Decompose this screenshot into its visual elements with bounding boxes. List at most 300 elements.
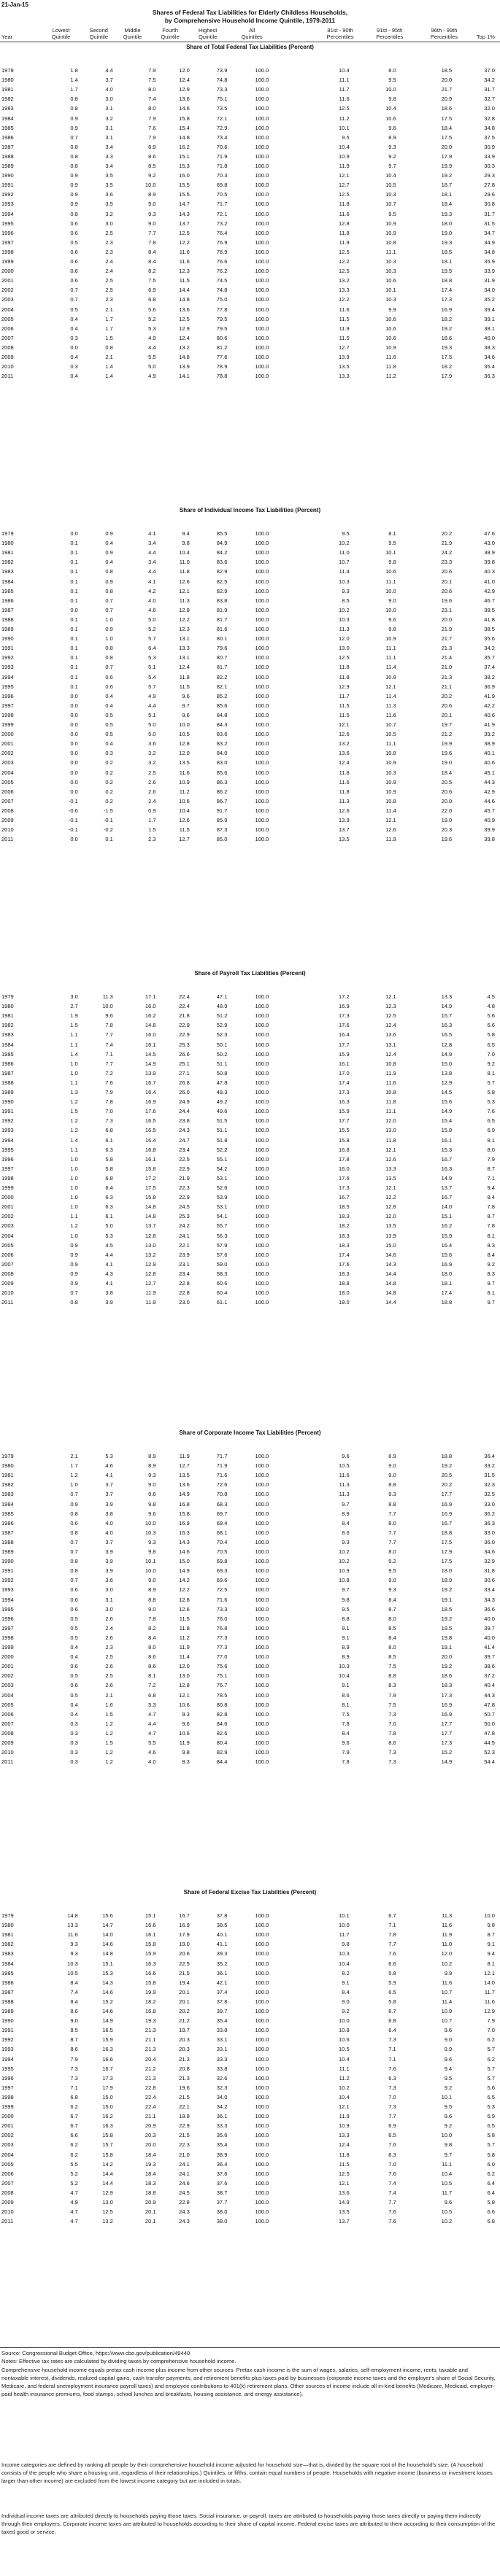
value-cell: 83.6 [216, 731, 228, 738]
value-cell: 12.4 [339, 2141, 350, 2149]
value-cell: 6.6 [70, 2132, 78, 2139]
value-cell: 54.4 [484, 1758, 495, 1766]
value-cell: 8.4 [487, 1251, 495, 1258]
value-cell: 9.7 [487, 1299, 495, 1306]
value-cell: 12.1 [339, 721, 350, 728]
value-cell: 5.1 [148, 664, 156, 671]
value-cell: 0.3 [70, 1749, 78, 1756]
column-header-2-line2: Quintile [89, 34, 108, 40]
value-cell: -0.1 [103, 817, 113, 823]
value-cell: 7.1 [388, 1922, 396, 1929]
value-cell: 36.1 [216, 1969, 228, 1976]
value-cell: 8.1 [487, 1960, 495, 1967]
year-cell: 1983 [1, 568, 14, 575]
value-cell: 6.2 [487, 2055, 495, 2063]
value-cell: 7.8 [148, 238, 156, 246]
value-cell: 21.5 [179, 2093, 190, 2100]
value-cell: 9.6 [342, 1453, 350, 1459]
footnote-paragraph: Individual income taxes are attributed directly to households paying those taxes. Social insurance, or payroll, taxes are attributed to households paying those taxes directly or paying them indirectly through their employers. Corporate income taxes are attributed to households according to their share of capital income. Federal excise taxes are attributed to them according to their consumption of the taxed good or service. [1, 2513, 496, 2535]
value-cell: 7.9 [148, 115, 156, 122]
value-cell: 40.3 [484, 568, 495, 575]
value-cell: 2.6 [105, 1682, 113, 1689]
table-row [0, 2064, 500, 2073]
value-cell: 9.6 [182, 711, 190, 718]
value-cell: 100.0 [255, 1672, 269, 1680]
year-cell: 1981 [1, 1931, 14, 1939]
value-cell: 79.6 [216, 645, 228, 652]
value-cell: 18.7 [441, 182, 453, 189]
value-cell: 13.9 [339, 817, 350, 823]
value-cell: 4.9 [148, 373, 156, 380]
table-row [0, 1116, 500, 1125]
value-cell: 10.8 [339, 1577, 350, 1584]
value-cell: 5.5 [70, 2160, 78, 2168]
value-cell: 0.8 [105, 587, 113, 594]
value-cell: 21.4 [441, 654, 453, 662]
value-cell: 34.2 [216, 2103, 228, 2110]
value-cell: 0.6 [70, 220, 78, 227]
value-cell: 22.9 [179, 1031, 190, 1039]
value-cell: 16.2 [145, 1012, 156, 1020]
value-cell: 16.7 [102, 2065, 113, 2072]
value-cell: 11.4 [339, 568, 350, 575]
value-cell: 13.2 [179, 344, 190, 351]
value-cell: 17.5 [441, 1558, 453, 1565]
value-cell: 12.1 [385, 1184, 396, 1191]
value-cell: 20.9 [145, 2199, 156, 2205]
value-cell: 6.4 [487, 2189, 495, 2196]
year-cell: 1987 [1, 143, 14, 150]
column-header-5-line1: Highest [198, 27, 218, 34]
year-cell: 1980 [1, 77, 14, 84]
value-cell: 9.4 [182, 530, 190, 537]
value-cell: 34.2 [484, 77, 495, 84]
year-cell: 1982 [1, 1022, 14, 1029]
table-row [0, 1585, 500, 1594]
value-cell: 0.0 [70, 731, 78, 738]
value-cell: 12.8 [179, 740, 190, 748]
value-cell: 8.0 [487, 1146, 495, 1153]
year-cell: 1988 [1, 1998, 14, 2005]
value-cell: 100.0 [255, 1960, 269, 1967]
value-cell: 12.8 [145, 1270, 156, 1277]
value-cell: 100.0 [255, 2160, 269, 2168]
value-cell: 16.1 [145, 1155, 156, 1163]
value-cell: 0.6 [105, 683, 113, 690]
value-cell: 1.0 [70, 1069, 78, 1076]
value-cell: 10.3 [385, 191, 396, 198]
value-cell: 100.0 [255, 1136, 269, 1144]
value-cell: 8.2 [148, 268, 156, 275]
value-cell: 0.1 [70, 578, 78, 585]
value-cell: 5.5 [148, 354, 156, 360]
year-cell: 1987 [1, 606, 14, 613]
value-cell: 11.2 [339, 115, 350, 122]
value-cell: 30.9 [484, 143, 495, 150]
table-row [0, 209, 500, 219]
value-cell: 100.0 [255, 315, 269, 322]
value-cell: 18.0 [441, 1270, 453, 1277]
value-cell: 6.5 [487, 2122, 495, 2130]
value-cell: 6.7 [70, 2113, 78, 2120]
value-cell: 14.2 [102, 2160, 113, 2168]
value-cell: 10.7 [385, 721, 396, 728]
value-cell: 100.0 [255, 1682, 269, 1689]
year-cell: 1987 [1, 1529, 14, 1536]
value-cell: 5.7 [487, 2141, 495, 2149]
value-cell: 55.1 [216, 1155, 228, 1163]
value-cell: 0.1 [70, 549, 78, 556]
year-cell: 1991 [1, 645, 14, 652]
table-row [0, 1068, 500, 1078]
year-cell: 1997 [1, 238, 14, 246]
value-cell: 1.2 [70, 1117, 78, 1125]
value-cell: 38.6 [484, 1663, 495, 1670]
value-cell: 4.0 [105, 86, 113, 93]
value-cell: 0.9 [70, 1251, 78, 1258]
value-cell: 10.9 [179, 778, 190, 785]
year-cell: 2007 [1, 334, 14, 341]
value-cell: 12.5 [339, 191, 350, 198]
value-cell: 3.9 [105, 1558, 113, 1565]
value-cell: 18.3 [145, 2179, 156, 2187]
value-cell: 100.0 [255, 616, 269, 623]
year-cell: 2002 [1, 287, 14, 294]
value-cell: 40.4 [484, 1682, 495, 1689]
value-cell: 22.4 [145, 2093, 156, 2100]
value-cell: 0.9 [70, 172, 78, 179]
value-cell: 19.2 [441, 172, 453, 179]
value-cell: 3.6 [105, 191, 113, 198]
value-cell: 23.4 [179, 1146, 190, 1153]
year-cell: 1995 [1, 1146, 14, 1153]
value-cell: 37.7 [216, 2199, 228, 2205]
value-cell: 16.5 [145, 1127, 156, 1134]
value-cell: 0.0 [70, 702, 78, 709]
value-cell: 10.4 [441, 2170, 453, 2177]
value-cell: 3.7 [105, 1538, 113, 1545]
value-cell: 8.9 [148, 191, 156, 198]
value-cell: 0.8 [70, 1567, 78, 1575]
value-cell: 14.6 [102, 1941, 113, 1948]
value-cell: 6.6 [487, 2208, 495, 2216]
value-cell: 16.3 [102, 2046, 113, 2053]
value-cell: 7.0 [487, 2027, 495, 2034]
value-cell: 0.5 [105, 731, 113, 738]
year-cell: 2009 [1, 2199, 14, 2205]
value-cell: 100.0 [255, 1720, 269, 1727]
value-cell: 100.0 [255, 1558, 269, 1565]
table-row [0, 1136, 500, 1145]
value-cell: 100.0 [255, 1988, 269, 1995]
value-cell: 4.4 [105, 67, 113, 74]
value-cell: -0.6 [68, 807, 78, 814]
value-cell: 13.9 [145, 1069, 156, 1076]
value-cell: 51.1 [216, 1060, 228, 1067]
table-row [0, 1221, 500, 1230]
value-cell: 29.3 [484, 172, 495, 179]
value-cell: 14.8 [145, 1213, 156, 1220]
table-row [0, 1747, 500, 1757]
value-cell: 10.4 [339, 1672, 350, 1680]
value-cell: 40.0 [484, 1634, 495, 1641]
value-cell: 35.7 [484, 654, 495, 662]
value-cell: 12.6 [339, 807, 350, 814]
value-cell: 10.3 [385, 258, 396, 265]
value-cell: 100.0 [255, 1710, 269, 1718]
value-cell: 17.1 [145, 993, 156, 1000]
value-cell: 7.4 [70, 1988, 78, 1995]
value-cell: 17.5 [441, 133, 453, 141]
value-cell: 13.5 [339, 363, 350, 371]
value-cell: 100.0 [255, 578, 269, 585]
value-cell: 40.1 [216, 1931, 228, 1939]
value-cell: 6.1 [105, 1136, 113, 1144]
value-cell: 1.0 [70, 1060, 78, 1067]
value-cell: 1.2 [105, 1729, 113, 1737]
value-cell: 4.1 [148, 578, 156, 585]
value-cell: 100.0 [255, 1912, 269, 1919]
value-cell: 4.4 [105, 1251, 113, 1258]
value-cell: 5.3 [148, 1701, 156, 1708]
year-cell: 2000 [1, 1194, 14, 1201]
value-cell: 1.1 [70, 1079, 78, 1086]
value-cell: 100.0 [255, 1538, 269, 1545]
value-cell: 0.6 [70, 1663, 78, 1670]
value-cell: 44.6 [484, 797, 495, 804]
value-cell: 10.6 [339, 2036, 350, 2044]
table-row [0, 1547, 500, 1556]
value-cell: 7.7 [388, 1529, 396, 1536]
value-cell: 40.6 [484, 759, 495, 767]
table-row [0, 324, 500, 333]
value-cell: 16.4 [339, 1031, 350, 1039]
value-cell: 53.1 [216, 1174, 228, 1182]
value-cell: 7.8 [487, 1222, 495, 1230]
year-cell: 1985 [1, 1510, 14, 1517]
table-row [0, 1145, 500, 1155]
value-cell: 41.4 [484, 1644, 495, 1650]
value-cell: 21.0 [179, 2151, 190, 2158]
value-cell: 100.0 [255, 201, 269, 208]
value-cell: 14.9 [145, 1060, 156, 1067]
table-row [0, 1920, 500, 1930]
value-cell: 11.9 [442, 1931, 453, 1939]
value-cell: 36.4 [216, 2160, 228, 2168]
value-cell: 5.3 [105, 1232, 113, 1239]
value-cell: 8.4 [388, 1596, 396, 1603]
table-row [0, 2150, 500, 2160]
value-cell: 17.3 [339, 1184, 350, 1191]
value-cell: 100.0 [255, 306, 269, 313]
value-cell: 6.7 [388, 1912, 396, 1919]
value-cell: 6.7 [388, 2008, 396, 2014]
table-row [0, 748, 500, 758]
table-row [0, 1297, 500, 1307]
value-cell: 0.6 [70, 268, 78, 275]
value-cell: 3.9 [105, 1299, 113, 1306]
value-cell: 16.6 [145, 1969, 156, 1976]
value-cell: 6.4 [388, 2027, 396, 2034]
value-cell: 0.8 [70, 1529, 78, 1536]
value-cell: 10.0 [179, 721, 190, 728]
value-cell: 100.0 [255, 1213, 269, 1220]
column-header-7-line1: 81st - 90th [327, 27, 353, 34]
value-cell: 16.3 [102, 2122, 113, 2130]
value-cell: 8.4 [342, 1988, 350, 1995]
value-cell: 100.0 [255, 1691, 269, 1699]
table-row [0, 1757, 500, 1766]
value-cell: 16.9 [441, 306, 453, 313]
value-cell: 3.4 [148, 540, 156, 547]
table-row [0, 2197, 500, 2207]
value-cell: 11.1 [385, 645, 396, 652]
year-cell: 2009 [1, 817, 14, 823]
table-row [0, 362, 500, 371]
value-cell: 100.0 [255, 740, 269, 748]
table-row [0, 1279, 500, 1288]
value-cell: 19.3 [441, 210, 453, 217]
value-cell: 14.9 [339, 2199, 350, 2205]
value-cell: 0.8 [105, 344, 113, 351]
value-cell: 72.6 [216, 1481, 228, 1489]
year-cell: 2009 [1, 354, 14, 360]
value-cell: 7.8 [148, 1615, 156, 1622]
value-cell: 6.8 [105, 1174, 113, 1182]
value-cell: 17.4 [339, 1079, 350, 1086]
value-cell: 35.6 [484, 635, 495, 643]
value-cell: 8.1 [487, 1069, 495, 1076]
value-cell: 1.4 [70, 1136, 78, 1144]
value-cell: 6.9 [388, 1453, 396, 1459]
value-cell: 2.5 [105, 277, 113, 284]
value-cell: 17.3 [102, 2074, 113, 2082]
year-cell: 2010 [1, 1289, 14, 1297]
year-cell: 1998 [1, 1634, 14, 1641]
value-cell: 100.0 [255, 354, 269, 360]
value-cell: 30.6 [484, 1577, 495, 1584]
year-cell: 1980 [1, 1462, 14, 1470]
value-cell: 2.3 [105, 238, 113, 246]
value-cell: 100.0 [255, 530, 269, 537]
value-cell: 82.2 [216, 673, 228, 680]
value-cell: 0.8 [70, 1510, 78, 1517]
value-cell: 16.0 [145, 1031, 156, 1039]
value-cell: 0.6 [70, 229, 78, 236]
value-cell: 1.0 [70, 1481, 78, 1489]
value-cell: 100.0 [255, 2093, 269, 2100]
value-cell: 13.2 [102, 2218, 113, 2225]
value-cell: 70.3 [216, 172, 228, 179]
value-cell: 0.1 [70, 559, 78, 566]
value-cell: 100.0 [255, 105, 269, 112]
value-cell: 8.4 [148, 1634, 156, 1641]
value-cell: 12.6 [179, 817, 190, 823]
value-cell: 49.2 [216, 1098, 228, 1106]
value-cell: 24.2 [441, 549, 453, 556]
value-cell: 12.2 [339, 296, 350, 303]
value-cell: 43.0 [484, 540, 495, 547]
value-cell: 0.9 [70, 1241, 78, 1249]
value-cell: 5.7 [487, 1079, 495, 1086]
table-row [0, 2169, 500, 2179]
value-cell: 15.4 [179, 124, 190, 131]
value-cell: 9.5 [342, 530, 350, 537]
table-row [0, 1939, 500, 1949]
value-cell: 100.0 [255, 2122, 269, 2130]
value-cell: 71.8 [216, 163, 228, 169]
value-cell: 7.4 [388, 2189, 396, 2196]
value-cell: 69.3 [216, 1567, 228, 1575]
value-cell: 38.9 [484, 549, 495, 556]
value-cell: 100.0 [255, 568, 269, 575]
value-cell: 4.9 [148, 692, 156, 699]
value-cell: 8.0 [148, 105, 156, 112]
value-cell: 51.1 [216, 1127, 228, 1134]
year-cell: 2005 [1, 778, 14, 785]
year-cell: 1998 [1, 711, 14, 718]
value-cell: 13.0 [145, 1241, 156, 1249]
value-cell: 14.7 [102, 1922, 113, 1929]
value-cell: 84.8 [216, 711, 228, 718]
value-cell: 11.9 [339, 163, 350, 169]
value-cell: 38.1 [484, 325, 495, 332]
value-cell: 19.9 [441, 163, 453, 169]
value-cell: 2.4 [105, 258, 113, 265]
value-cell: 8.3 [388, 1682, 396, 1689]
year-cell: 1985 [1, 1050, 14, 1058]
value-cell: 7.3 [70, 2074, 78, 2082]
year-cell: 2001 [1, 1203, 14, 1211]
value-cell: 20.4 [145, 2055, 156, 2063]
value-cell: 16.3 [145, 1960, 156, 1967]
value-cell: 0.6 [105, 673, 113, 680]
table-row [0, 247, 500, 257]
value-cell: 100.0 [255, 1299, 269, 1306]
value-cell: 5.0 [148, 731, 156, 738]
value-cell: 36.3 [484, 373, 495, 380]
value-cell: 85.2 [216, 692, 228, 699]
value-cell: 11.6 [339, 96, 350, 103]
value-cell: 12.9 [179, 86, 190, 93]
value-cell: 23.9 [179, 1251, 190, 1258]
value-cell: 7.8 [388, 1729, 396, 1737]
year-cell: 1986 [1, 133, 14, 141]
year-cell: 1991 [1, 1567, 14, 1575]
year-cell: 1994 [1, 210, 14, 217]
value-cell: 1.4 [105, 363, 113, 371]
value-cell: 100.0 [255, 1749, 269, 1756]
year-cell: 1987 [1, 1069, 14, 1076]
value-cell: 84.3 [216, 721, 228, 728]
value-cell: 14.6 [102, 1988, 113, 1995]
value-cell: 51.2 [216, 1012, 228, 1020]
value-cell: 12.8 [145, 1232, 156, 1239]
value-cell: 0.6 [70, 277, 78, 284]
year-cell: 2007 [1, 797, 14, 804]
table-row [0, 538, 500, 548]
table-row [0, 228, 500, 238]
value-cell: 10.3 [339, 578, 350, 585]
value-cell: 9.3 [148, 210, 156, 217]
value-cell: 3.1 [105, 105, 113, 112]
value-cell: 79.5 [216, 315, 228, 322]
value-cell: 35.4 [216, 2017, 228, 2025]
value-cell: 100.0 [255, 258, 269, 265]
value-cell: 11.6 [179, 258, 190, 265]
table-row [0, 1192, 500, 1202]
value-cell: 0.1 [70, 664, 78, 671]
